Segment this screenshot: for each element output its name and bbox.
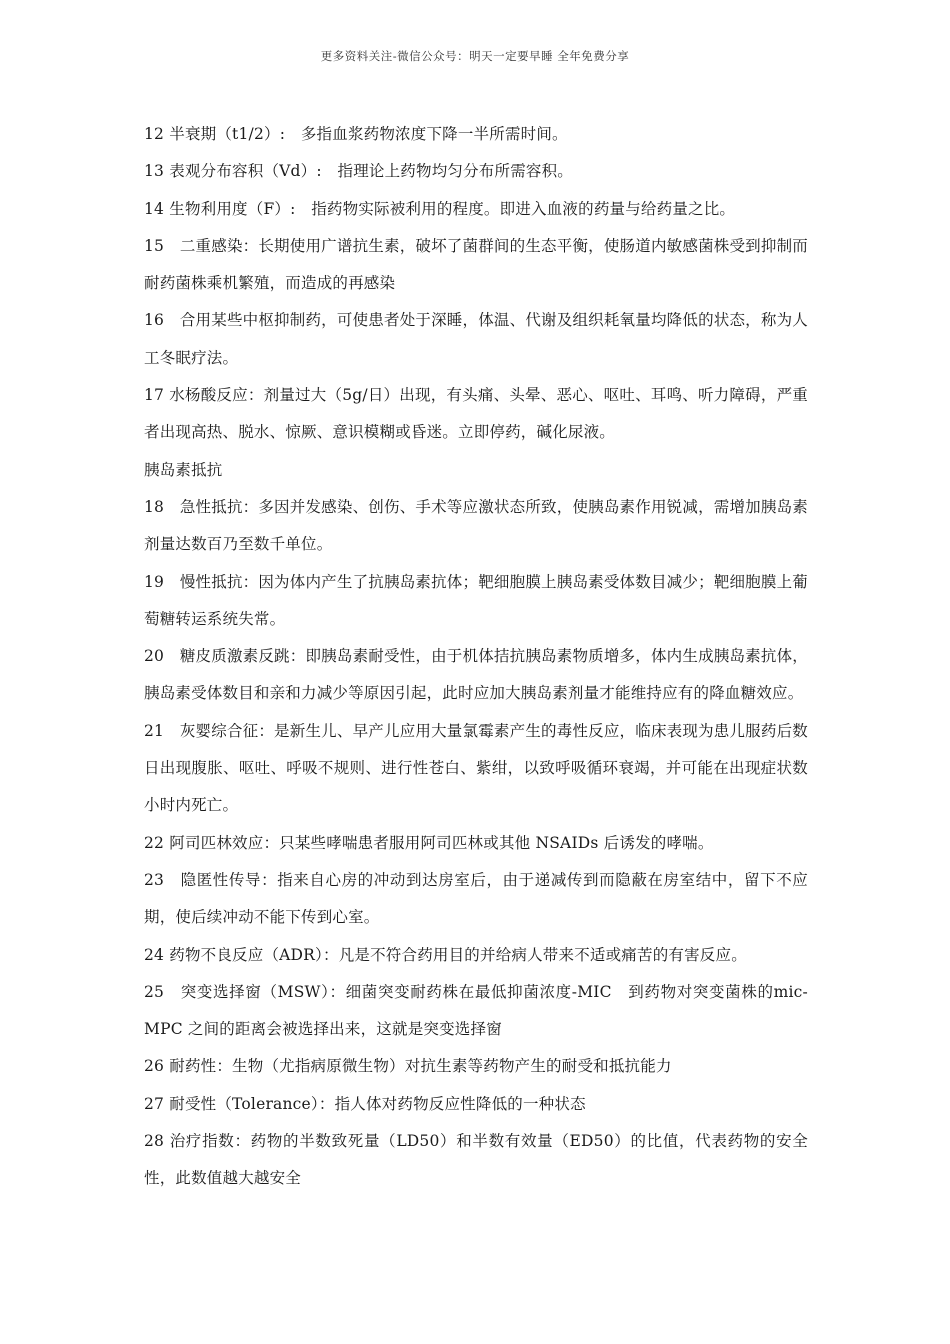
document-body: [144, 116, 808, 1198]
paragraph-25-msw: 25 突变选择窗（MSW）：细菌突变耐药株在最低抑菌浓度-MIC 到药物对突变菌株的mic-MPC 之间的距离会被选择出来，这就是突变选择窗: [144, 982, 808, 1039]
paragraph-19-chronic-resistance: 19 慢性抵抗：因为体内产生了抗胰岛素抗体；靶细胞膜上胰岛素受体数目减少；靶细胞膜上葡萄糖转运系统失常。: [144, 572, 808, 628]
paragraph-15-superinfection: 15 二重感染：长期使用广谱抗生素，破坏了菌群间的生态平衡，使肠道内敏感菌株受到抑制而耐药菌株乘机繁殖，而造成的再感染: [144, 236, 808, 293]
section-heading-insulin-resistance: 胰岛素抵抗: [144, 460, 223, 479]
paragraph-26-drug-resistance: 26 耐药性：生物（尤指病原微生物）对抗生素等药物产生的耐受和抵抗能力: [144, 1057, 672, 1076]
page-header-note: 更多资料关注-微信公众号：明天一定要早睡 全年免费分享: [320, 49, 630, 63]
paragraph-27-tolerance: 27 耐受性（Tolerance）：指人体对药物反应性降低的一种状态: [144, 1094, 586, 1113]
paragraph-24-adr: 24 药物不良反应（ADR）：凡是不符合药用目的并给病人带来不适或痛苦的有害反应。: [144, 945, 747, 964]
paragraph-20-rebound: 20 糖皮质激素反跳：即胰岛素耐受性，由于机体拮抗胰岛素物质增多，体内生成胰岛素抗体，胰岛素受体数目和亲和力减少等原因引起，此时应加大胰岛素剂量才能维持应有的降血糖效应。: [144, 647, 808, 703]
paragraph-28-therapeutic-index: 28 治疗指数：药物的半数致死量（LD50）和半数有效量（ED50）的比值，代表药物的安全性，此数值越大越安全: [144, 1132, 808, 1188]
paragraph-14-bioavailability: 14 生物利用度（F）: 指药物实际被利用的程度。即进入血液的药量与给药量之比。: [144, 199, 736, 218]
paragraph-12-half-life: 12 半衰期（t1/2）: 多指血浆药物浓度下降一半所需时间。: [144, 125, 568, 143]
paragraph-13-volume-of-distribution: 13 表观分布容积（Vd）: 指理论上药物均匀分布所需容积。: [144, 162, 573, 181]
paragraph-22-aspirin-effect: 22 阿司匹林效应：只某些哮喘患者服用阿司匹林或其他 NSAIDs 后诱发的哮喘。: [144, 833, 714, 852]
paragraph-16-artificial-hibernation: 16 合用某些中枢抑制药，可使患者处于深睡，体温、代谢及组织耗氧量均降低的状态，称为人工冬眠疗法。: [144, 311, 808, 367]
paragraph-23-concealed-conduction: 23 隐匿性传导：指来自心房的冲动到达房室后，由于递减传到而隐蔽在房室结中，留下不应期，使后续冲动不能下传到心室。: [144, 870, 808, 927]
paragraph-21-gray-baby-syndrome: 21 灰婴综合征：是新生儿、早产儿应用大量氯霉素产生的毒性反应，临床表现为患儿服药后数日出现腹胀、呕吐、呼吸不规则、进行性苍白、紫绀，以致呼吸循环衰竭，并可能在出现症状数小时内死亡。: [144, 721, 808, 815]
paragraph-18-acute-resistance: 18 急性抵抗：多因并发感染、创伤、手术等应激状态所致，使胰岛素作用锐减，需增加胰岛素剂量达数百乃至数千单位。: [144, 497, 808, 554]
paragraph-17-salicylism: 17 水杨酸反应：剂量过大（5g/日）出现，有头痛、头晕、恶心、呕吐、耳鸣、听力障碍，严重者出现高热、脱水、惊厥、意识模糊或昏迷。立即停药，碱化尿液。: [144, 386, 808, 442]
